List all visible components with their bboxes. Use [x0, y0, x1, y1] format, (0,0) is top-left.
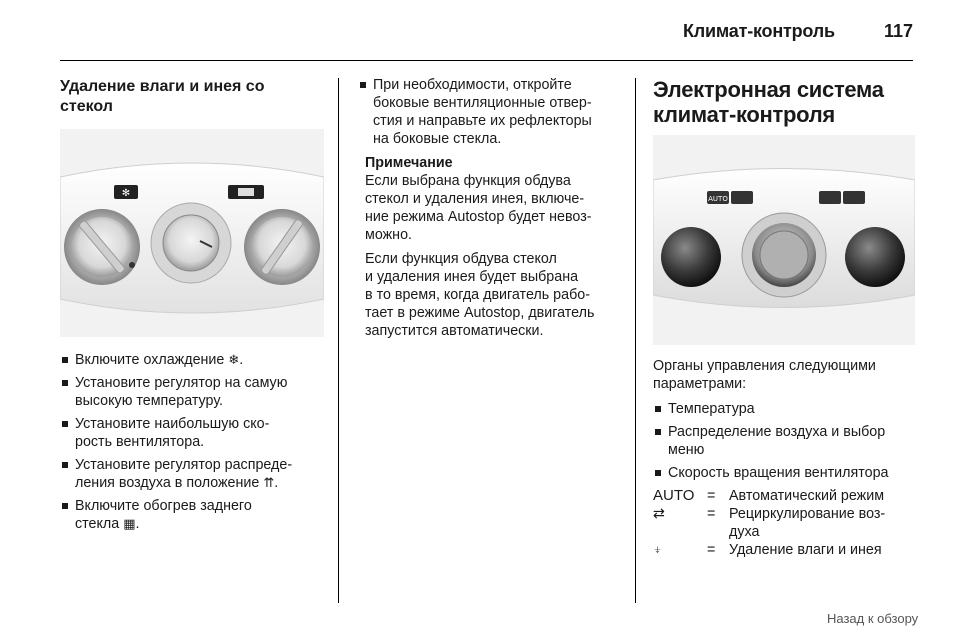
windscreen-airflow-icon: ⇈ [263, 475, 275, 490]
rear-window-heater-button [843, 191, 865, 204]
air-distribution-knob [244, 209, 320, 285]
recirculation-button [731, 191, 753, 204]
distribution-knob [742, 213, 826, 297]
legend-row-auto: AUTO = Автоматический режим [653, 487, 885, 504]
list-item: Включите охлаждение ❄. [60, 351, 325, 369]
ac-icon: ❄ [228, 352, 240, 367]
note-heading: Примечание [365, 155, 453, 171]
svg-text:AUTO: AUTO [708, 195, 728, 203]
note-paragraph-1: Если выбрана функция обдува стекол и удаления инея, включе- ние режима Autostop будет невоз- можно. [365, 173, 592, 243]
left-column [60, 77, 325, 538]
subheading-line-2: стекол [60, 98, 113, 115]
temperature-knob [661, 227, 721, 287]
defrost-icon: ⍖ [653, 542, 662, 558]
legend-row-recirculation: ⇄ = Рециркулирование воз- духа [653, 506, 886, 540]
temperature-knob [64, 209, 140, 285]
defrost-button [819, 191, 841, 204]
list-item: Установите наибольшую ско- рость вентилятора. [60, 415, 325, 451]
right-column [653, 77, 918, 559]
svg-text:✻: ✻ [121, 188, 131, 199]
rear-window-heater-icon: ▦ [123, 516, 136, 531]
list-item: Установите регулятор на самую высокую температуру. [60, 374, 325, 410]
auto-label: AUTO [653, 487, 695, 504]
list-item: Установите регулятор распреде- ления воздуха в положение ⇈. [60, 456, 325, 492]
middle-column [358, 76, 623, 340]
manual-climate-panel-drawing [60, 129, 324, 337]
column-divider-1 [338, 78, 339, 603]
note-paragraph-2: Если функция обдува стекол и удаления инея будет выбрана в то время, когда двигатель рабо- тает в режиме Autostop, двигатель запустится автоматически. [365, 251, 595, 339]
list-item: Скорость вращения вентилятора [653, 464, 918, 482]
button-legend [653, 487, 918, 559]
electronic-climate-panel-image [653, 135, 915, 345]
list-item: При необходимости, откройте боковые вентиляционные отвер- стия и направьте их рефлекторы на боковые стекла. [358, 76, 623, 148]
column-divider-2 [635, 78, 636, 603]
page-header-title: Климат-контроль [683, 21, 835, 41]
legend-row-defrost: ⍖ = Удаление влаги и инея [653, 542, 882, 558]
header-rule [60, 60, 913, 61]
fan-speed-knob [845, 227, 905, 287]
section-heading: Электронная система климат-контроля [653, 77, 884, 127]
list-item: Температура [653, 400, 918, 418]
list-item: Распределение воздуха и выбор меню [653, 423, 918, 459]
recirculation-icon: ⇄ [653, 506, 665, 522]
defrost-steps-list [60, 351, 325, 533]
controlled-parameters-list [653, 400, 918, 482]
back-to-overview-link[interactable]: Назад к обзору [827, 611, 919, 626]
subheading-line-1: Удаление влаги и инея со [60, 78, 265, 95]
page-number: 117 [884, 21, 914, 41]
section-subheading [60, 77, 325, 117]
manual-climate-panel-image [60, 129, 324, 337]
intro-paragraph: Органы управления следующими параметрами: [653, 358, 876, 392]
vent-instruction-list [358, 76, 623, 148]
electronic-climate-panel-drawing [653, 135, 915, 345]
list-item: Включите обогрев заднего стекла ▦. [60, 497, 325, 533]
fan-knob [151, 203, 231, 283]
